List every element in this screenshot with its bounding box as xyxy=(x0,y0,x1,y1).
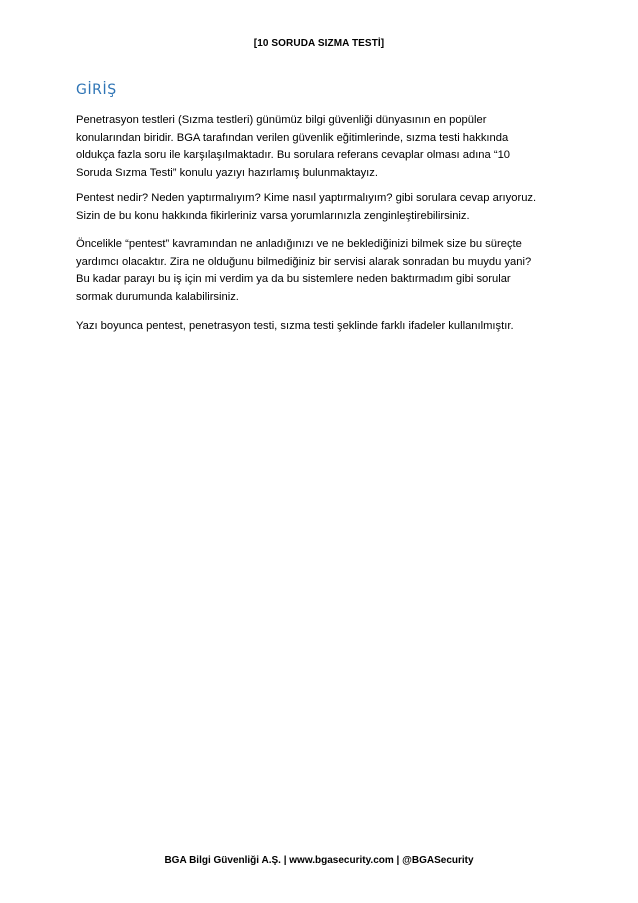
paragraph-line: konularından biridir. BGA tarafından verilen güvenlik eğitimlerinde, sızma testi hakkında xyxy=(76,131,509,144)
page-header-title: [10 SORUDA SIZMA TESTİ] xyxy=(253,38,385,49)
questions-paragraph xyxy=(76,190,576,225)
paragraph-line: Yazı boyunca pentest, penetrasyon testi, sızma testi şeklinde farklı ifadeler kullanılmıştır. xyxy=(76,320,514,332)
paragraph-line: sormak durumunda kalabilirsiniz. xyxy=(76,290,239,303)
paragraph-line: oldukça fazla soru ile karşılaşılmaktadır. Bu sorulara referans cevaplar olması adına “10 xyxy=(76,149,511,162)
paragraph-line: Pentest nedir? Neden yaptırmalıyım? Kime nasıl yaptırmalıyım? gibi sorulara cevap arıyoruz. xyxy=(76,192,537,204)
paragraph-line: Soruda Sızma Testi” konulu yazıyı hazırlamış bulunmaktayız. xyxy=(76,166,378,179)
section-heading: GİRİŞ xyxy=(76,82,117,98)
paragraph-line: Bu kadar parayı bu iş için mi verdim ya da bu sistemlere neden baktırmadım gibi sorular xyxy=(76,273,511,286)
terminology-paragraph xyxy=(76,318,576,336)
paragraph-line: yardımcı olacaktır. Zira ne olduğunu bilmediğiniz bir servisi alarak sonradan bu muydu yani? xyxy=(76,255,532,268)
paragraph-line: Sizin de bu konu hakkında fikirleriniz varsa yorumlarınızla zenginleştirebilirsiniz. xyxy=(76,209,470,222)
expectations-paragraph xyxy=(76,236,576,306)
paragraph-line: Penetrasyon testleri (Sızma testleri) günümüz bilgi güvenliği dünyasının en popüler xyxy=(76,114,487,126)
intro-paragraph xyxy=(76,112,576,182)
paragraph-line: Öncelikle “pentest” kavramından ne anladığınızı ve ne beklediğinizi bilmek size bu süreçte xyxy=(76,238,522,250)
page-footer: BGA Bilgi Güvenliği A.Ş. | www.bgasecurity.com | @BGASecurity xyxy=(164,855,474,866)
